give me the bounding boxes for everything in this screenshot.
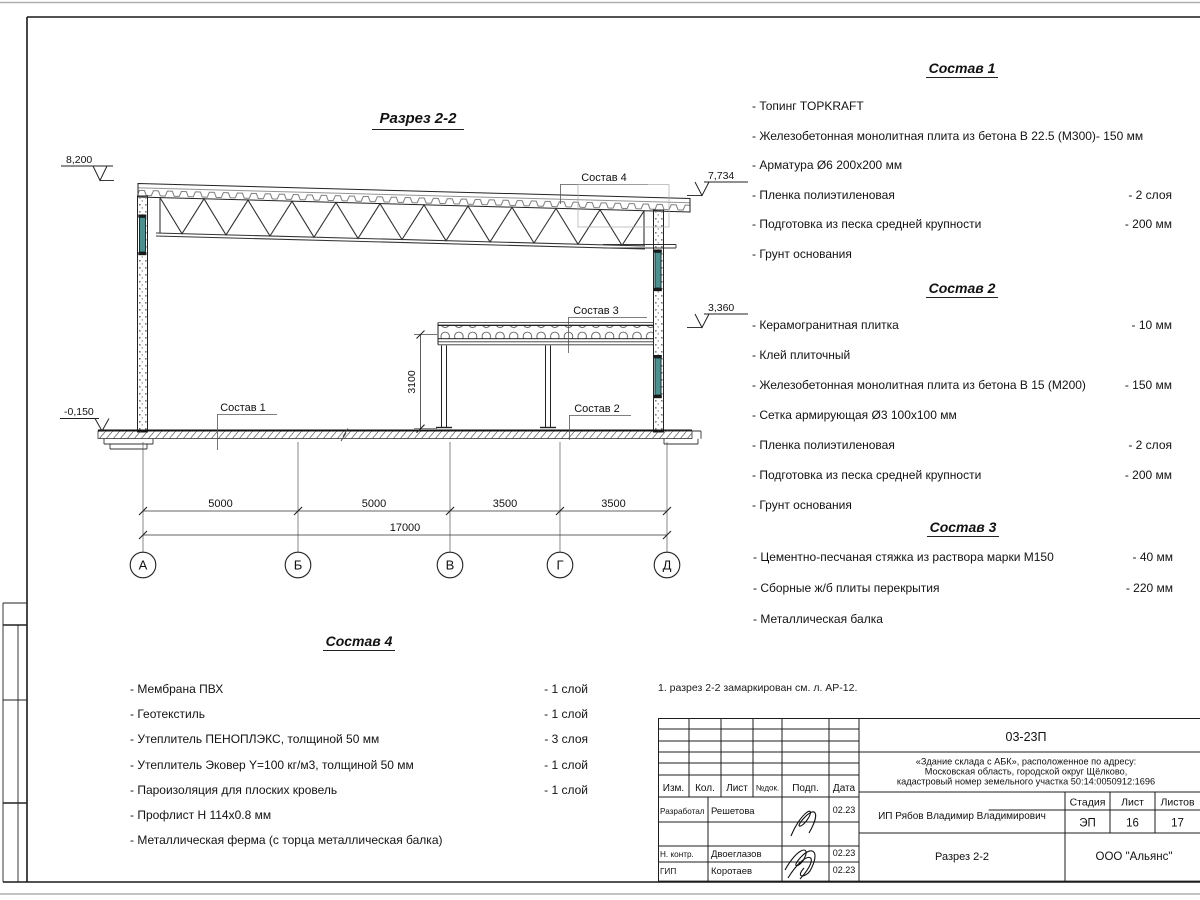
- list-item: - Геотекстиль - 1 слой: [130, 707, 588, 722]
- role-developer: Разработал: [660, 807, 705, 816]
- elevation-7734: 7,734: [708, 170, 735, 182]
- mezzanine-columns: [436, 346, 556, 428]
- client-name: ИП Рябов Владимир Владимирович: [878, 811, 1046, 822]
- name-developer: Решетова: [711, 806, 755, 817]
- list-item: - Утеплитель ПЕНОПЛЭКС, толщиной 50 мм - 3 слоя: [130, 732, 588, 747]
- list-item: - Керамогранитная плитка - 10 мм: [752, 318, 1172, 332]
- layer-labels: [217, 172, 669, 450]
- left-footing: [104, 439, 153, 449]
- sheet-note: 1. разрез 2-2 замаркирован см. л. АР-12.: [658, 682, 858, 694]
- dim-3100: [406, 331, 437, 433]
- list-item: - Металлическая балка: [753, 612, 883, 626]
- date-developer: 02.23: [832, 805, 856, 815]
- list-item: - Сетка армирующая Ø3 100х100 мм: [752, 408, 957, 422]
- dim-height-text: 3100: [406, 370, 418, 394]
- list-item: - Сборные ж/б плиты перекрытия - 220 мм: [753, 581, 1173, 595]
- sostav2-title: Состав 2: [752, 280, 1172, 298]
- dim-total-text: 17000: [389, 522, 421, 534]
- elevation-minus-0150: -0,150: [64, 406, 94, 418]
- role-ncontrol: Н. контр.: [660, 850, 694, 859]
- stage-value: ЭП: [1079, 817, 1096, 830]
- axis-d: Д: [662, 557, 672, 573]
- list-item: - Клей плиточный: [752, 348, 851, 362]
- floor-slab: [98, 429, 701, 450]
- dimension-lines: [139, 442, 671, 552]
- window-right-upper: [655, 253, 661, 289]
- label-sostav1: Состав 1: [220, 402, 266, 414]
- date-ncontrol: 02.23: [832, 848, 856, 858]
- signature-developer: [791, 811, 816, 836]
- list-item: - Железобетонная монолитная плита из бетона В 15 (М200) - 150 мм: [752, 378, 1172, 392]
- stage-label: Стадия: [1069, 796, 1106, 809]
- sheets-value: 17: [1171, 817, 1184, 830]
- sheet-value: 16: [1126, 817, 1139, 830]
- project-line1: «Здание склада с АБК», расположенное по адресу:: [915, 756, 1137, 767]
- window-right-lower: [655, 358, 661, 395]
- signatures: [785, 811, 816, 879]
- list-item: - Цементно-песчаная стяжка из раствора марки М150 - 40 мм: [753, 550, 1173, 564]
- dim-3500-b: 3500: [601, 498, 626, 510]
- sostav3-list: [753, 519, 1173, 643]
- dim-3500-a: 3500: [492, 498, 518, 510]
- list-item: - Грунт основания: [752, 246, 852, 261]
- title-block: [658, 718, 1200, 882]
- right-wall: [654, 210, 664, 432]
- list-item: - Пароизоляция для плоских кровель - 1 слой: [130, 782, 588, 797]
- col-izm: Изм.: [662, 783, 685, 794]
- axis-g: Г: [556, 557, 564, 573]
- axis-b: Б: [293, 557, 303, 573]
- sheets-label: Листов: [1160, 796, 1195, 809]
- list-item: - Арматура Ø6 200х200 мм: [752, 158, 903, 172]
- sostav4-title: Состав 4: [130, 633, 588, 651]
- name-gip: Коротаев: [711, 866, 753, 877]
- window-left: [140, 218, 146, 253]
- section-drawing: [30, 30, 750, 610]
- elevation-8200: 8,200: [66, 154, 93, 166]
- sheet-label: Лист: [1121, 796, 1144, 809]
- list-item: - Пленка полиэтиленовая - 2 слоя: [752, 187, 1172, 202]
- sostav2-list: [752, 280, 1172, 528]
- list-item: - Грунт основания: [752, 498, 852, 512]
- axis-bubbles: [130, 552, 680, 578]
- dim-5000-a: 5000: [208, 498, 233, 510]
- list-item: - Пленка полиэтиленовая - 2 слоя: [752, 438, 1172, 452]
- col-podp: Подп.: [792, 783, 819, 794]
- list-item: - Топинг TOPKRAFT: [752, 99, 864, 113]
- list-item: - Утеплитель Эковер Y=100 кг/м3, толщиной 50 мм - 1 слой: [130, 757, 588, 772]
- elevation-3360: 3,360: [708, 302, 735, 314]
- sostav1-title: Состав 1: [752, 60, 1172, 78]
- section-title: Разрез 2-2: [934, 851, 990, 863]
- list-item: - Металлическая ферма (с торца металлическая балка): [130, 833, 443, 848]
- company-name: ООО "Альянс": [1095, 851, 1173, 863]
- label-sostav4: Состав 4: [581, 172, 627, 184]
- project-line2: Московская область, городской округ Щёлково,: [924, 766, 1128, 777]
- axis-v: В: [445, 557, 455, 573]
- project-line3: кадастровый номер земельного участка 50:14:0050912:1696: [896, 776, 1156, 787]
- doc-number: 03-23П: [1005, 730, 1047, 744]
- sostav4-list: [130, 633, 588, 858]
- dim-5000-b: 5000: [361, 498, 387, 510]
- name-ncontrol: Двоеглазов: [711, 849, 762, 860]
- list-item: - Подготовка из песка средней крупности - 200 мм: [752, 217, 1172, 231]
- sostav1-list: [752, 60, 1172, 276]
- role-gip: ГИП: [660, 867, 677, 876]
- col-kol: Кол.: [695, 783, 715, 794]
- list-item: - Железобетонная монолитная плита из бетона В 22.5 (М300)- 150 мм: [752, 128, 1144, 143]
- label-sostav3: Состав 3: [573, 305, 619, 317]
- list-item: - Подготовка из песка средней крупности - 200 мм: [752, 468, 1172, 482]
- axis-a: А: [138, 557, 148, 573]
- col-list: Лист: [726, 783, 748, 794]
- sostav3-title: Состав 3: [753, 519, 1173, 537]
- drawing-title: Разрез 2-2: [379, 110, 457, 127]
- col-ndok: №док.: [755, 783, 780, 793]
- hollow-core-slab: [438, 326, 654, 339]
- mezzanine: [436, 323, 654, 428]
- list-item: - Профлист Н 114х0.8 мм: [130, 807, 272, 822]
- date-gip: 02.23: [832, 865, 856, 875]
- col-data: Дата: [832, 783, 856, 794]
- side-stamp: [3, 603, 27, 882]
- roof-deck: [138, 184, 690, 213]
- list-item: - Мембрана ПВХ - 1 слой: [130, 682, 588, 696]
- label-sostav2: Состав 2: [574, 403, 620, 415]
